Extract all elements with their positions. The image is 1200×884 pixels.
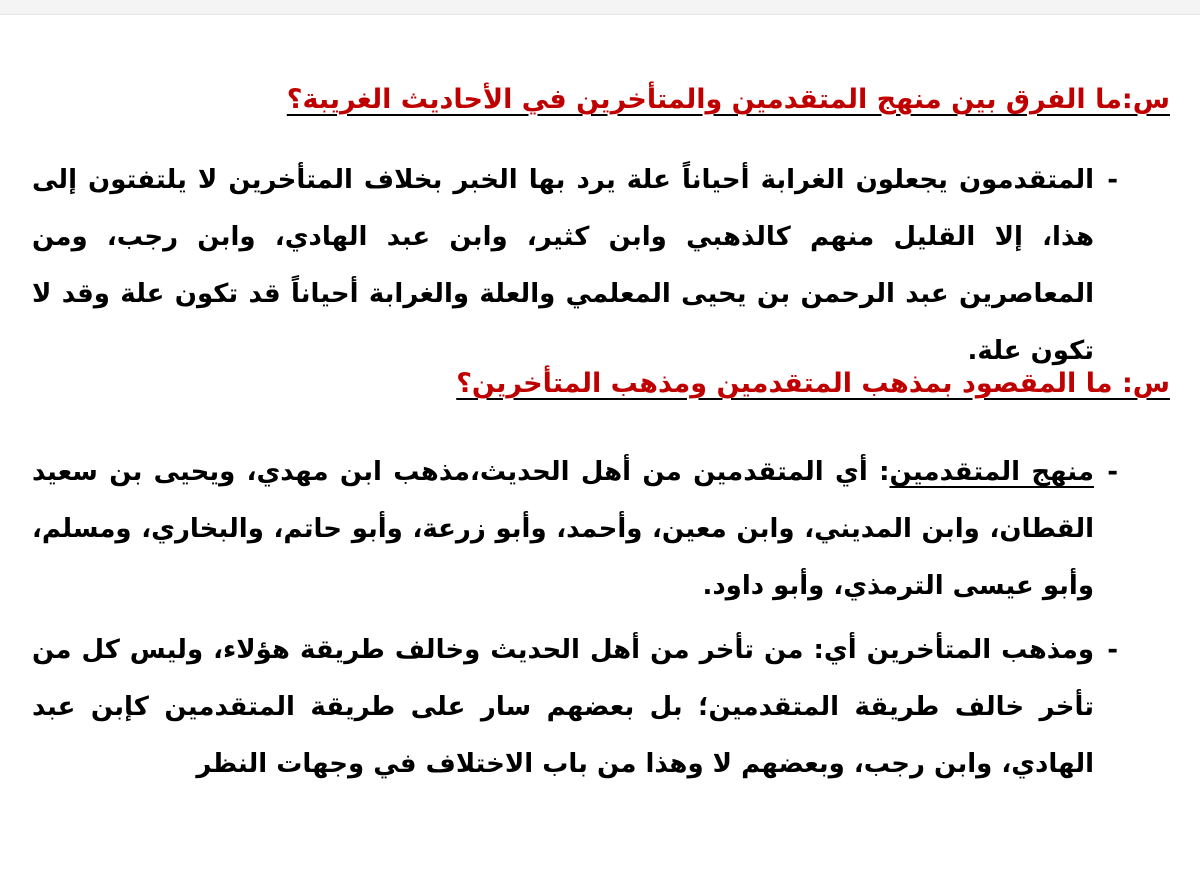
bullet-dash: -	[1107, 165, 1118, 195]
answer-3-text: ومذهب المتأخرين أي: من تأخر من أهل الحديث وخالف طريقة هؤلاء، وليس كل من تأخر خالف طريقة المتقدمين؛ بل بعضهم سار على طريقة المتقدمين كإبن عبد الهادي، وابن رجب، وبعضهم لا وهذا من باب الاختلاف في وجهات النظر	[32, 635, 1094, 779]
answer-1-text: المتقدمون يجعلون الغرابة أحياناً علة يرد بها الخبر بخلاف المتأخرين لا يلتفتون إلى هذا، إلا القليل منهم كالذهبي وابن كثير، وابن عبد الهادي، وابن رجب، ومن المعاصرين عبد الرحمن بن يحيى المعلمي والعلة والغرابة أحياناً قد تكون علة وقد لا تكون علة.	[32, 165, 1094, 366]
question-1-heading: س:ما الفرق بين منهج المتقدمين والمتأخرين في الأحاديث الغريبة؟	[286, 84, 1170, 115]
bullet-dash: -	[1107, 457, 1118, 487]
question-2-heading: س: ما المقصود بمذهب المتقدمين ومذهب المتأخرين؟	[456, 368, 1170, 399]
term-early-scholars-method: منهج المتقدمين	[889, 457, 1094, 487]
answer-1-item	[0, 152, 1200, 366]
bullet-dash: -	[1107, 635, 1118, 665]
answer-2-text: : أي المتقدمين من أهل الحديث،مذهب ابن مهدي، ويحيى بن سعيد القطان، وابن المديني، وابن معين، وأحمد، وأبو زرعة، وأبو حاتم، والبخاري، ومسلم، وأبو عيسى الترمذي، وأبو داود.	[32, 457, 1094, 601]
answer-2-item	[0, 444, 1200, 644]
answer-2-paragraph	[32, 444, 1094, 615]
answer-3-item	[0, 622, 1200, 822]
